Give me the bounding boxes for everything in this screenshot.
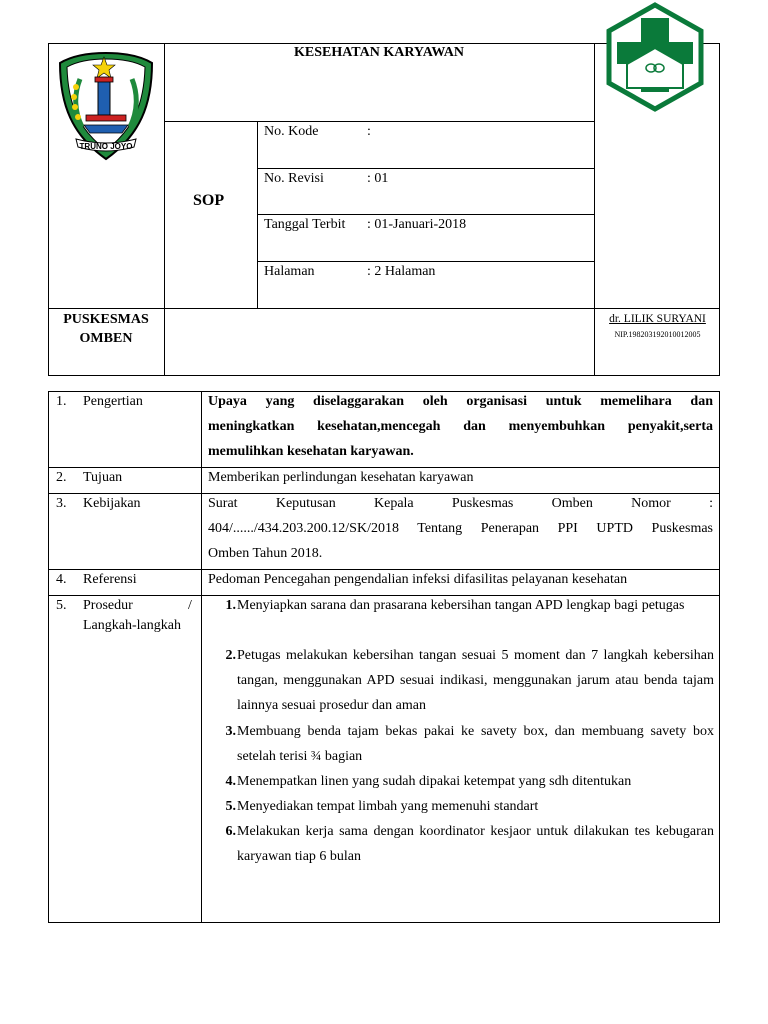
step-text: Menyiapkan sarana dan prasarana kebersihan tangan APD lengkap bagi petugas bbox=[237, 598, 685, 613]
emblem-caption: TRUNO JOYO bbox=[79, 142, 133, 151]
row-5-label-slash: / bbox=[188, 598, 192, 613]
meta-value-halaman: : 2 Halaman bbox=[367, 264, 436, 279]
puskesmas-logo-icon bbox=[603, 2, 707, 112]
row-2-number: 2. bbox=[56, 470, 67, 485]
meta-value-tanggal: : 01-Januari-2018 bbox=[367, 217, 467, 232]
row-1-number: 1. bbox=[56, 394, 67, 409]
row-3-line-1: Surat Keputusan Kepala Puskesmas Omben Nomor : bbox=[208, 496, 713, 511]
row-5-label-line-2: Langkah-langkah bbox=[83, 618, 181, 633]
step-text: Petugas melakukan kebersihan tangan sesuai 5 moment dan 7 langkah kebersihan tangan, menggunakan APD sesuai indikasi, menggunakan jarum atau benda tajam lainnya sesuai prosedur dan aman bbox=[237, 648, 714, 713]
row-5-number: 5. bbox=[56, 598, 67, 613]
row-3-label: Kebijakan bbox=[83, 496, 141, 511]
document-title: KESEHATAN KARYAWAN bbox=[293, 45, 464, 60]
step-number: 3. bbox=[225, 724, 236, 739]
step-number: 2. bbox=[225, 648, 236, 663]
meta-value-revisi: : 01 bbox=[367, 171, 389, 186]
meta-label-tanggal: Tanggal Terbit bbox=[264, 217, 346, 232]
row-3-number: 3. bbox=[56, 496, 67, 511]
step-number: 5. bbox=[225, 799, 236, 814]
organization-name bbox=[48, 310, 164, 348]
step-number: 1. bbox=[225, 598, 236, 613]
meta-label-halaman: Halaman bbox=[264, 264, 315, 279]
row-4-number: 4. bbox=[56, 572, 67, 587]
row-1-label: Pengertian bbox=[83, 394, 143, 409]
row-3-line-3: Omben Tahun 2018. bbox=[208, 546, 323, 561]
meta-label-kode: No. Kode bbox=[264, 124, 319, 139]
step-number: 6. bbox=[225, 824, 236, 839]
row-4-label: Referensi bbox=[83, 572, 137, 587]
organization-line-2: OMBEN bbox=[79, 331, 133, 346]
step-text: Melakukan kerja sama dengan koordinator kesjaor untuk dilakukan tes kebugaran karyawan tiap 6 bulan bbox=[237, 824, 714, 864]
row-3-line-2: 404/....../434.203.200.12/SK/2018 Tentang Penerapan PPI UPTD Puskesmas bbox=[208, 521, 713, 536]
row-5-label-line-1: Prosedur bbox=[83, 598, 133, 613]
meta-value-kode: : bbox=[367, 124, 371, 139]
row-1-line-2: meningkatkan kesehatan,mencegah dan menyembuhkan penyakit,serta bbox=[208, 419, 713, 434]
row-1-line-3: memulihkan kesehatan karyawan. bbox=[208, 444, 414, 459]
organization-line-1: PUSKESMAS bbox=[63, 312, 149, 327]
meta-label-revisi: No. Revisi bbox=[264, 171, 324, 186]
step-number: 4. bbox=[225, 774, 236, 789]
row-2-label: Tujuan bbox=[83, 470, 123, 485]
signatory-nip: NIP.198203192010012005 bbox=[614, 330, 701, 339]
row-1-line-1: Upaya yang diselaggarakan oleh organisasi untuk memelihara dan bbox=[208, 394, 713, 409]
step-text: Menyediakan tempat limbah yang memenuhi standart bbox=[237, 799, 539, 814]
sop-label: SOP bbox=[193, 192, 225, 209]
row-4-text: Pedoman Pencegahan pengendalian infeksi difasilitas pelayanan kesehatan bbox=[208, 572, 628, 587]
signatory-name: dr. LILIK SURYANI bbox=[609, 313, 706, 325]
row-2-text: Memberikan perlindungan kesehatan karyawan bbox=[208, 470, 474, 485]
step-text: Menempatkan linen yang sudah dipakai ketempat yang sdh ditentukan bbox=[237, 774, 632, 789]
step-text: Membuang benda tajam bekas pakai ke savety box, dan membuang savety box setelah terisi ¾ bagian bbox=[237, 724, 714, 764]
